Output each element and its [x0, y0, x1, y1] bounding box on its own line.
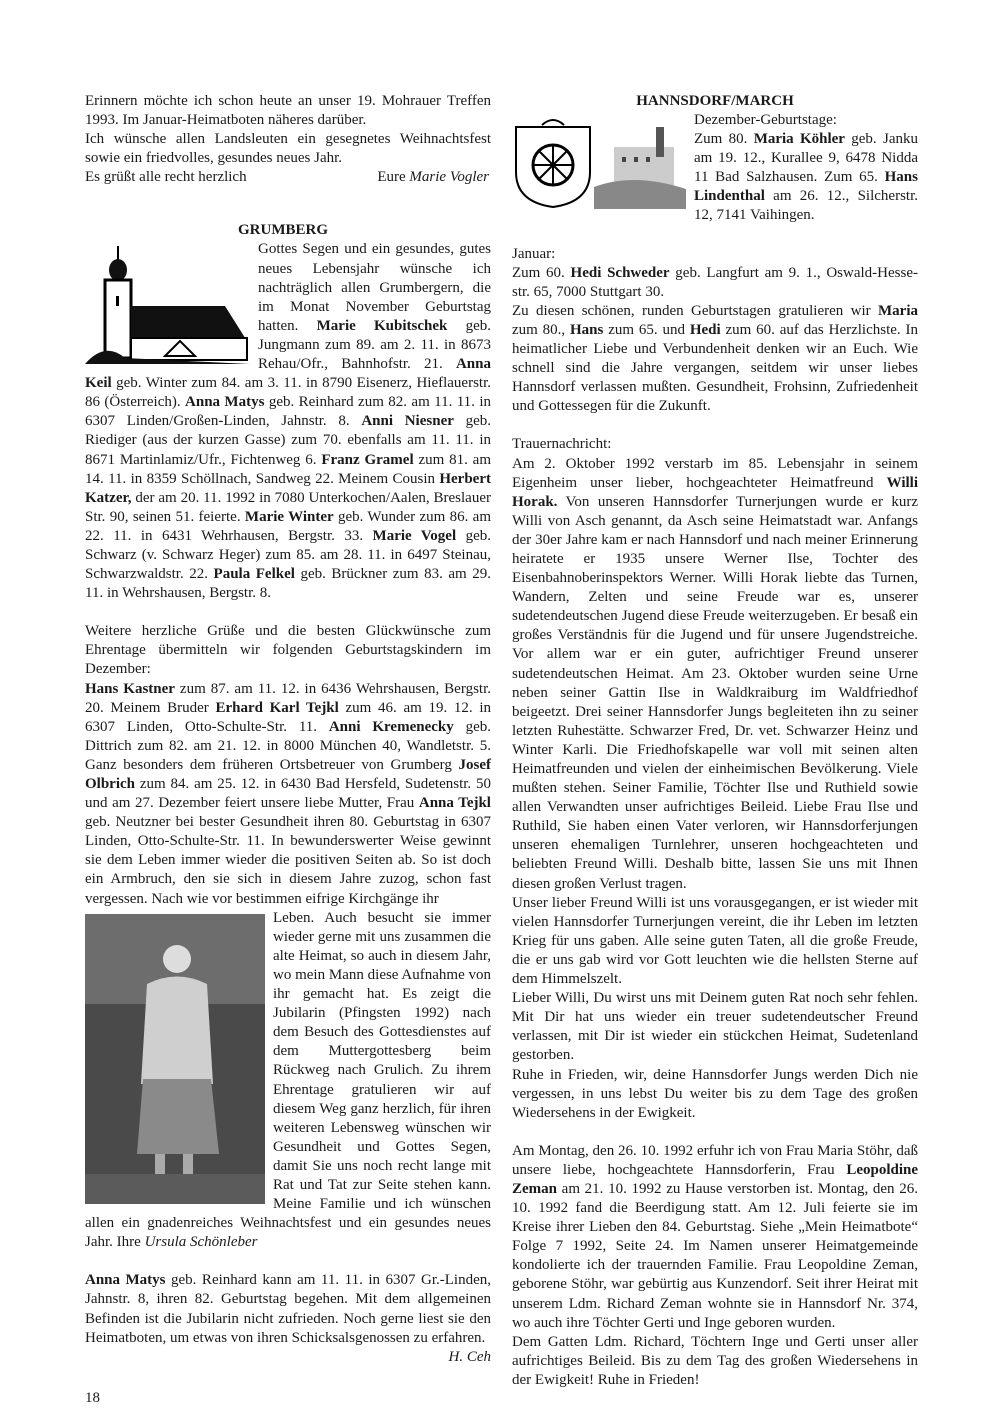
december-paragraph	[85, 680, 491, 909]
name-highlight: Marie Kubitschek	[316, 317, 448, 334]
text-run: Unser lieber Freund Willi ist uns vorausgegangen, er ist wieder mit vielen Hannsdorfer Turnerjungen vereint, die ihr Leben im letzten Krieg für uns gaben. Alle seine guten Taten, all die große Freude, die er uns gab wird vor Gott leuchten wie die hellsten Sterne auf dem Himmelszelt.	[512, 894, 918, 988]
town-landscape-illustration	[594, 117, 686, 209]
text-run: zum 46. am 19. 12. in 6307 Linden, Otto-Schulte-Str. 11.	[85, 699, 491, 735]
name-highlight: Paula Felkel	[213, 566, 295, 583]
text-run: zum 81. am 14. 11. in 8359 Schöllnach, Sandweg 22. Meinem Cousin	[85, 451, 491, 487]
text-run: Gottes Segen und ein gesundes, gutes neues Lebensjahr wünsche ich nachträglich allen Grumbergern, die im Monat November Geburtstag hatten.	[258, 241, 491, 334]
name-highlight: Marie Winter	[244, 508, 334, 525]
text-run: geb. Jungmann zum 89. am 2. 11. in 8673 Rehau/Ofr., Bahnhofstr. 21.	[258, 317, 491, 373]
name-highlight: Franz Gramel	[321, 451, 414, 468]
name-highlight: Hans Lindenthal	[694, 169, 918, 205]
text-run: geb. Dittrich zum 82. am 21. 12. in 8000 München 40, Wandletstr. 5. Ganz besonders dem früheren Ortsbetreuer von Grumberg	[85, 718, 491, 773]
greeting-signature	[377, 168, 489, 187]
mourning-paragraph	[512, 894, 918, 989]
text-run: geb. Janku am 19. 12., Kurallee 9, 6478 Nidda 11 Bad Salzhausen. Zum 65.	[694, 131, 918, 186]
text-run: Zum 60.	[512, 264, 571, 281]
matys-paragraph	[85, 1271, 491, 1347]
text-run: geb. Schwarz (v. Schwarz Heger) zum 85. am 28. 11. in 6497 Steinau, Schwarzwaldstr. 22.	[85, 527, 491, 583]
name-highlight: Maria Köhler	[753, 131, 845, 148]
mourning-paragraph	[512, 455, 918, 894]
text-run: am 26. 12., Silcherstr. 12, 7141 Vaihingen.	[694, 188, 918, 224]
january-label: Januar:	[512, 245, 556, 262]
name-highlight: Marie Vogel	[372, 527, 457, 544]
text-run: Erinnern möchte ich schon heute an unser 19. Mohrauer Treffen 1993. Im Januar-Heimatboten näheres darüber.	[85, 93, 491, 129]
text-run: Von unseren Hannsdorfer Turnerjungen wurde er kurz Willi von Asch genannt, da Asch seine Heimatstadt war. Anfangs der 30er Jahre kam er nach Hannsdorf und nach meiner Erinnerung heiratete er 1935 unsere Werner Ilse, Tochter des Eisenbahnoberinspektors Werner. Willi Horak liebte das Turnen, Wandern, Zelten und seine Freude war es, unserer sudetendeutschen Jugend diese Freude weiterzugeben. Er besaß ein großes Verständnis für die Jugend und für unsere Jugendstreiche. Vor allem war er ein guter, aufrichtiger Freund unserer sudetendeutschen Heimat. Am 23. Oktober wurden seine Urne neben seiner Gattin Ilse in Waldkraiburg im Waldfriedhof beigeetzt. Drei seiner Hannsdorfer Jungs begleiteten ihn zu seiner letzten Ruhestätte. Schwarzer Fred, Dr. vet. Schwarzer Heinz und Winter Karli. Die Friedhofskapelle war voll mit seinen alten Heimatfreunden und vielen der einheimischen Bevölkerung. Viele mußten stehen. Seiner Familie, Töchter Ilse und Ruthield sowie allen Verwandten unser aufrichtiges Beileid. Liebe Frau Ilse und Ruthild, Sie haben einen Vater verloren, wir Hannsdorferjungen unseren ehemaligen Turnlehrer, unseren hochgeachteten und beliebten Freund Willi. Deshalb bitte, lassen Sie uns mit Ihnen diesen großen Verlust tragen.	[512, 493, 918, 892]
text-run: Lieber Willi, Du wirst uns mit Deinem guten Rat noch sehr fehlen. Mit Dir hat uns wieder ein treuer sudetendeutscher Freund verlassen, mit Dir ist wieder ein stückchen Heimat, Sudetenland gestorben.	[512, 990, 918, 1064]
name-highlight: Anna Matys	[185, 394, 265, 411]
sign-prefix: Eure	[377, 169, 410, 186]
text-run: Am 2. Oktober 1992 verstarb im 85. Lebensjahr in seinem Eigenheim unser lieber, hochgeachteter Heimatfreund	[512, 455, 918, 491]
page-number: 18	[85, 1389, 100, 1406]
zeman-paragraph	[512, 1333, 918, 1390]
congrats-paragraph	[512, 302, 918, 417]
text-run	[298, 318, 316, 334]
text-run: geb. Wunder zum 86. am 22. 11. in 6431 Wehrhausen, Bergstr. 33.	[85, 508, 492, 544]
signature-name: Ursula Schönleber	[144, 1234, 258, 1251]
text-run: geb. Riediger (aus der kurzen Gasse) zum 70. ebenfalls am 11. 11. in 8671 Martinlamiz/Ufr., Fichtenweg 6.	[85, 413, 491, 468]
text-run: zum 87. am 11. 12. in 6436 Wehrshausen, Bergstr. 20. Meinem Bruder	[85, 680, 491, 716]
coat-of-arms-emblem	[512, 117, 594, 209]
name-highlight: Anni Kremenecky	[328, 718, 454, 735]
woman-photo-graphic	[85, 914, 265, 1204]
text-run: geb. Langfurt am 9. 1., Oswald-Hesse-str. 65, 7000 Stuttgart 30.	[512, 264, 918, 300]
text-run: geb. Neutzner bei bester Gesundheit ihren 80. Geburtstag in 6307 Linden, Otto-Schulte-Str. 11. In bewunderswerter Weise gewinnt sie dem Leben immer wieder die positiven Seiten ab. So ist doch ein Armbruch, den sie sich in diesem Jahre zuzog, schon fast vergessen. Nach wie vor bestimmen eifrige Kirchgänge ihr	[85, 814, 491, 907]
name-highlight: Leopoldine Zeman	[512, 1161, 918, 1197]
text-run: Am Montag, den 26. 10. 1992 erfuhr ich von Frau Maria Stöhr, daß unsere liebe, hochgeachtete Hannsdorferin, Frau	[512, 1142, 918, 1178]
december-label: Dezember-Geburtstage:	[694, 112, 837, 128]
name-highlight: Erhard Karl Tejkl	[215, 699, 339, 716]
text-run: Ruhe in Frieden, wir, deine Hannsdorfer Jungs werden Dich nie vergessen, in uns lebst Du weiter bis zu dem Tage des großen Wiedersehens in der Ewigkeit.	[512, 1066, 918, 1121]
name-highlight: Herbert Katzer,	[85, 470, 491, 506]
greeting-line	[85, 168, 491, 187]
text-run: Ich wünsche allen Landsleuten ein gesegnetes Weihnachtsfest sowie ein friedvolles, gesundes neues Jahr.	[85, 131, 491, 167]
text-run: zum 84. am 25. 12. in 6430 Bad Hersfeld, Sudetenstr. 50 und am 27. Dezember feiert unsere liebe Mutter, Frau	[85, 776, 491, 812]
text-run: geb. Reinhard zum 82. am 11. 11. in 6307 Linden/Großen-Linden, Jahnstr. 8.	[85, 394, 491, 430]
text-run: Zu diesen schönen, runden Geburtstagen gratulieren wir	[512, 302, 879, 319]
text-run: Leben. Auch besucht sie immer wieder gerne mit uns zusammen die alte Heimat, so auch in diesem Jahr, wo mein Mann diese Aufnahme von ihr gemacht hat. Es zeigt die Jubilarin (Pfingsten 1992) nach dem Besuch des Gottesdienstes auf dem Muttergottesberg beim Rückweg nach Grulich. Zu ihrem Ehrentage gratulieren wir auf diesem Weg ganz herzlich, für ihren weiteren Lebensweg wünschen wir Gesundheit und Gottes Segen, damit Sie uns noch recht lange mit Rat und Tat zur Seite stehen kann. Meine Familie und ich wünschen allen ein gnadenreiches Weihnachtsfest und ein gesundes neues Jahr. Ihre	[85, 909, 491, 1251]
church-illustration	[85, 246, 250, 366]
text-run: zum 80.,	[512, 321, 571, 338]
text-run: Weitere herzliche Grüße und die besten Glückwünsche zum Ehrentage übermitteln wir folgenden Geburtstagskindern im Dezember:	[85, 623, 491, 678]
right-column	[512, 92, 918, 1390]
text-run: der am 20. 11. 1992 in 7080 Unterkochen/Aalen, Breslauer Str. 90, seinen 51. feierte.	[85, 489, 491, 525]
text-run: geb. Brückner zum 83. am 29. 11. in Wehrshausen, Bergstr. 8.	[85, 566, 491, 602]
name-highlight: Hans	[570, 321, 604, 338]
text-run: Zum 80.	[694, 131, 754, 148]
text-run: zum 60. auf das Herzlichste. In heimatlicher Liebe und Verbundenheit denken wir an Euch. Wie schnell sind die Jahre vergangen, seitdem wir unser liebes Hannsdorf verlassen mußten. Gesundheit, Frohsinn, Zufriedenheit und Gottessegen für die Zukunft.	[512, 321, 918, 415]
section-heading-hannsdorf: HANNSDORF/MARCH	[636, 93, 794, 109]
jubilarin-photo	[85, 914, 265, 1204]
sign-name: Marie Vogler	[409, 169, 489, 186]
intro-paragraph	[85, 130, 491, 168]
name-highlight: Anna Matys	[85, 1272, 166, 1289]
mourning-label: Trauernachricht:	[512, 436, 612, 453]
matys-signature: H. Ceh	[448, 1348, 491, 1365]
mourning-paragraph	[512, 989, 918, 1065]
text-run: Dem Gatten Ldm. Richard, Töchtern Inge und Gerti unser aller aufrichtiges Beileid. Bis zu dem Tag des großen Wiedersehens in der Ewigkeit! Ruhe in Frieden!	[512, 1333, 918, 1388]
greeting: Es grüßt alle recht herzlich	[85, 169, 247, 186]
text-run: geb. Reinhard kann am 11. 11. in 6307 Gr.-Linden, Jahnstr. 8, ihren 82. Geburtstag begehen. Mit dem allgemeinen Befinden ist die Jubilarin nicht zufrieden. Noch gerne liest sie den Heimatboten, um etwas von ihren Schicksalsgenossen zu erfahren.	[85, 1272, 491, 1346]
zeman-paragraph	[512, 1142, 918, 1333]
name-highlight: Anna Keil	[85, 356, 491, 392]
text-run: zum 65. und	[603, 321, 690, 338]
name-highlight: Hans Kastner	[85, 680, 175, 697]
left-column	[85, 92, 491, 1408]
mourning-paragraph	[512, 1066, 918, 1123]
name-highlight: Hedi Schweder	[570, 264, 670, 281]
name-highlight: Josef Olbrich	[85, 756, 491, 792]
section-heading-grumberg: GRUMBERG	[238, 222, 328, 239]
intro-paragraph	[85, 92, 491, 130]
december-intro	[85, 622, 491, 679]
name-highlight: Anni Niesner	[361, 413, 454, 430]
name-highlight: Hedi	[689, 321, 721, 338]
text-run: am 21. 10. 1992 zu Hause verstorben ist. Montag, den 26. 10. 1992 fand die Beerdigung statt. Am 12. Juli feierte sie im Kreise ihrer Lieben den 84. Geburtstag. Siehe „Mein Heimatbote“ Folge 7 1992, Seite 24. Im Namen unserer Heimatgemeinde kondolierte ich der trauernden Familie. Frau Leopoldine Zeman, geborene Stöhr, war gebürtig aus Kunzendorf. Seit ihrer Heirat mit unserem Ldm. Richard Zeman wohnte sie in Hannsdorf Nr. 374, wo auch ihre Töchter Gerti und Inge geboren wurden.	[512, 1180, 918, 1331]
name-highlight: Maria	[878, 302, 918, 319]
text-run: geb. Winter zum 84. am 3. 11. in 8790 Eisenerz, Hieflauerstr. 86 (Österreich).	[85, 375, 491, 411]
name-highlight: Anna Tejkl	[418, 795, 491, 812]
name-highlight: Willi Horak.	[512, 474, 918, 510]
january-birthdays	[512, 264, 918, 302]
